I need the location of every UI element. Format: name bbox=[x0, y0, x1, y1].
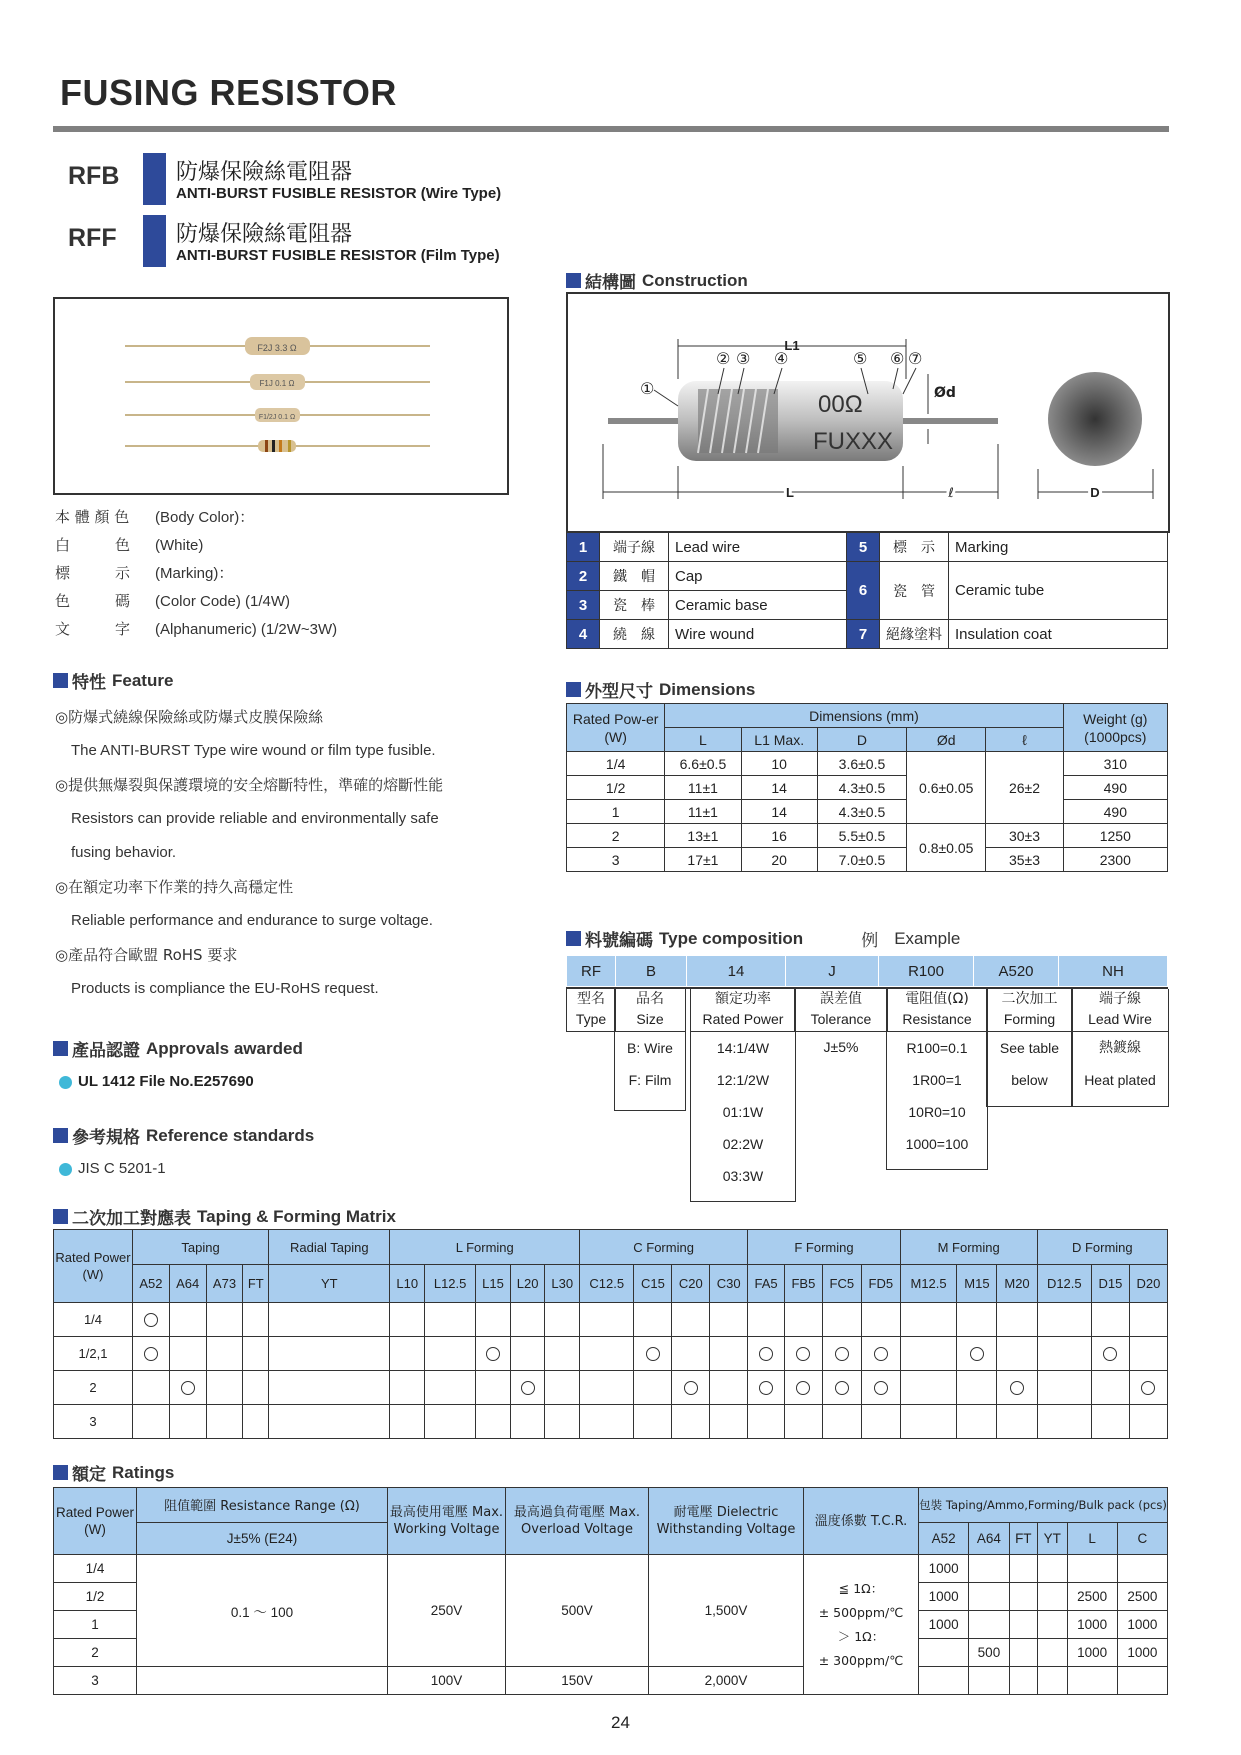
available-circle-icon bbox=[486, 1347, 500, 1361]
matrix-col-header: YT bbox=[269, 1265, 390, 1303]
matrix-cell bbox=[243, 1371, 269, 1405]
construction-heading: 結構圖 Construction bbox=[566, 268, 748, 293]
matrix-cell bbox=[710, 1405, 748, 1439]
type-composition-heading: 料號編碼 Type composition 例 Example bbox=[566, 926, 960, 951]
dim-label: Ød bbox=[934, 385, 956, 401]
photo-label: F1/2J 0.1 Ω bbox=[258, 414, 296, 421]
matrix-group-header: L Forming bbox=[390, 1230, 580, 1265]
series-zh-title: 防爆保險絲電阻器 bbox=[176, 222, 353, 247]
feature-line: Resistors can provide reliable and environmentally safe bbox=[71, 810, 439, 827]
matrix-cell bbox=[748, 1337, 785, 1371]
matrix-cell bbox=[957, 1371, 997, 1405]
matrix-col-header: C15 bbox=[634, 1265, 672, 1303]
matrix-cell bbox=[206, 1337, 243, 1371]
type-label: 額定功率 Rated Power 14:1/4W 12:1/2W 01:1W 02:2W 03:3W bbox=[690, 989, 796, 1202]
body-info-en: (Alphanumeric) (1/2W~3W) bbox=[155, 621, 338, 638]
matrix-col-header: M12.5 bbox=[900, 1265, 957, 1303]
matrix-cell bbox=[206, 1405, 243, 1439]
construction-diagram bbox=[566, 292, 1170, 533]
reference-heading: 參考規格 Reference standards bbox=[53, 1123, 314, 1148]
matrix-cell bbox=[1092, 1337, 1130, 1371]
matrix-col-header: A52 bbox=[133, 1265, 170, 1303]
series-zh-title: 防爆保險絲電阻器 bbox=[176, 160, 353, 185]
matrix-cell bbox=[861, 1337, 900, 1371]
callout: ① bbox=[640, 379, 655, 398]
approvals-heading: 產品認證 Approvals awarded bbox=[53, 1036, 303, 1061]
feature-line: The ANTI-BURST Type wire wound or film type fusible. bbox=[71, 742, 436, 759]
body-info-zh: 標 示 bbox=[55, 564, 131, 582]
matrix-cell bbox=[957, 1303, 997, 1337]
matrix-row-power: 3 bbox=[54, 1405, 133, 1439]
page-title: FUSING RESISTOR bbox=[60, 72, 397, 113]
matrix-cell bbox=[269, 1337, 390, 1371]
matrix-cell bbox=[634, 1337, 672, 1371]
feature-line: ◎產品符合歐盟 RoHS 要求 bbox=[55, 946, 238, 964]
available-circle-icon bbox=[684, 1381, 698, 1395]
matrix-cell bbox=[425, 1303, 476, 1337]
matrix-cell bbox=[672, 1337, 710, 1371]
matrix-cell bbox=[510, 1405, 545, 1439]
matrix-cell bbox=[545, 1303, 580, 1337]
matrix-cell bbox=[1129, 1337, 1167, 1371]
type-label: 二次加工 Forming See table below bbox=[986, 989, 1073, 1107]
matrix-cell bbox=[390, 1303, 425, 1337]
matrix-cell bbox=[580, 1337, 634, 1371]
dim-label: D bbox=[1090, 485, 1100, 500]
matrix-cell bbox=[861, 1371, 900, 1405]
type-label: 誤差值 Tolerance J±5% bbox=[794, 989, 888, 1032]
matrix-cell bbox=[133, 1337, 170, 1371]
available-circle-icon bbox=[1141, 1381, 1155, 1395]
series-code: RFB bbox=[68, 162, 120, 190]
available-circle-icon bbox=[970, 1347, 984, 1361]
body-info-zh: 白 色 bbox=[55, 536, 131, 554]
matrix-cell bbox=[1037, 1337, 1091, 1371]
available-circle-icon bbox=[874, 1347, 888, 1361]
available-circle-icon bbox=[181, 1381, 195, 1395]
bullet-icon bbox=[59, 1076, 72, 1089]
matrix-cell bbox=[672, 1371, 710, 1405]
page-number: 24 bbox=[611, 1713, 630, 1732]
callout: ⑦ bbox=[908, 349, 923, 368]
available-circle-icon bbox=[759, 1381, 773, 1395]
matrix-cell bbox=[169, 1371, 206, 1405]
matrix-cell bbox=[748, 1371, 785, 1405]
callout: ③ bbox=[736, 349, 751, 368]
ratings-table: Rated Power (W) 阻值範圍 Resistance Range (Ω) 最高使用電壓 Max. Working Voltage 最高過負荷電壓 Max. Overload Voltage 耐電壓 Dielectric Withstanding Voltage 溫度係數 T.C.R. 包裝 Taping/Ammo,Forming/Bulk pack (pcs) J±5% (E24) A52 A64 FT YT L C 1/4 0.1 ～ 100 250V 500V 1,500V ≦ 1Ω： ± 500ppm/℃ ＞ 1Ω： ± 300ppm/℃ 1000 1/2 1000 2500 2500 1 1000 1000 1000 2 500 1000 1000 3 100V 150V 2,000V bbox=[53, 1487, 1168, 1695]
matrix-group-header: C Forming bbox=[580, 1230, 748, 1265]
matrix-col-header: FD5 bbox=[861, 1265, 900, 1303]
matrix-cell bbox=[133, 1405, 170, 1439]
bullet-icon bbox=[59, 1163, 72, 1176]
matrix-col-header: FA5 bbox=[748, 1265, 785, 1303]
callout: ⑤ bbox=[853, 349, 868, 368]
matrix-col-header: C30 bbox=[710, 1265, 748, 1303]
series-code: RFF bbox=[68, 224, 117, 252]
matrix-col-header: C12.5 bbox=[580, 1265, 634, 1303]
matrix-cell bbox=[133, 1371, 170, 1405]
resistor-photo-illustration bbox=[55, 299, 507, 493]
matrix-row bbox=[54, 1371, 1168, 1405]
matrix-cell bbox=[206, 1303, 243, 1337]
matrix-cell bbox=[822, 1303, 861, 1337]
body-info-zh: 本 體 顏 色 bbox=[55, 508, 130, 526]
available-circle-icon bbox=[1010, 1381, 1024, 1395]
matrix-col-header: L30 bbox=[545, 1265, 580, 1303]
matrix-cell bbox=[476, 1303, 511, 1337]
matrix-col-header: C20 bbox=[672, 1265, 710, 1303]
type-label: 品名 Size B: Wire F: Film bbox=[614, 989, 686, 1111]
matrix-row-power: 1/2,1 bbox=[54, 1337, 133, 1371]
available-circle-icon bbox=[144, 1313, 158, 1327]
matrix-col-header: D15 bbox=[1092, 1265, 1130, 1303]
available-circle-icon bbox=[759, 1347, 773, 1361]
body-info-en: (Marking)： bbox=[155, 565, 234, 582]
dim-label: L bbox=[786, 485, 794, 500]
feature-line: ◎提供無爆裂與保護環境的安全熔斷特性，準確的熔斷性能 bbox=[55, 776, 444, 794]
matrix-cell bbox=[710, 1371, 748, 1405]
matrix-cell bbox=[545, 1337, 580, 1371]
body-info-en: (White) bbox=[155, 537, 204, 554]
matrix-cell bbox=[390, 1405, 425, 1439]
matrix-cell bbox=[476, 1371, 511, 1405]
matrix-cell bbox=[900, 1405, 957, 1439]
series-bar bbox=[143, 153, 166, 205]
body-info-zh: 文 字 bbox=[55, 620, 131, 638]
marking-text: FUXXX bbox=[813, 428, 894, 455]
matrix-row-power: 2 bbox=[54, 1371, 133, 1405]
matrix-row bbox=[54, 1303, 1168, 1337]
matrix-cell bbox=[997, 1337, 1037, 1371]
matrix-cell bbox=[710, 1303, 748, 1337]
available-circle-icon bbox=[144, 1347, 158, 1361]
matrix-row-power: 1/4 bbox=[54, 1303, 133, 1337]
matrix-cell bbox=[748, 1303, 785, 1337]
matrix-cell bbox=[1092, 1303, 1130, 1337]
matrix-cell bbox=[545, 1371, 580, 1405]
matrix-cell bbox=[510, 1337, 545, 1371]
matrix-group-header: M Forming bbox=[900, 1230, 1037, 1265]
available-circle-icon bbox=[646, 1347, 660, 1361]
matrix-cell bbox=[672, 1405, 710, 1439]
product-photo bbox=[53, 297, 509, 495]
matrix-cell bbox=[900, 1303, 957, 1337]
matrix-cell bbox=[425, 1405, 476, 1439]
matrix-cell bbox=[545, 1405, 580, 1439]
available-circle-icon bbox=[796, 1347, 810, 1361]
forming-matrix-table: Rated Power (W) Taping Radial Taping L Forming C Forming F Forming M Forming D Forming A52 A64 A73 FT YT L10 L12.5 L15 L20 L30 C12.5 C15 C20 C30 FA5 FB5 FC5 FD5 M12.5 M15 M20 D12.5 D15 D20 1/4 1/2,1 2 3 bbox=[53, 1229, 1168, 1439]
feature-line: Products is compliance the EU-RoHS request. bbox=[71, 980, 379, 997]
photo-label: F2J 3.3 Ω bbox=[257, 343, 297, 353]
feature-heading: 特性 Feature bbox=[53, 668, 173, 693]
series-bar bbox=[143, 215, 166, 267]
matrix-cell bbox=[784, 1337, 822, 1371]
callout: ⑥ bbox=[890, 349, 905, 368]
available-circle-icon bbox=[796, 1381, 810, 1395]
matrix-cell bbox=[243, 1405, 269, 1439]
available-circle-icon bbox=[874, 1381, 888, 1395]
matrix-cell bbox=[784, 1303, 822, 1337]
matrix-cell bbox=[997, 1303, 1037, 1337]
matrix-cell bbox=[133, 1303, 170, 1337]
available-circle-icon bbox=[1103, 1347, 1117, 1361]
matrix-cell bbox=[269, 1371, 390, 1405]
matrix-cell bbox=[169, 1337, 206, 1371]
matrix-cell bbox=[900, 1371, 957, 1405]
series-en-title: ANTI-BURST FUSIBLE RESISTOR (Wire Type) bbox=[176, 185, 502, 202]
matrix-cell bbox=[957, 1405, 997, 1439]
photo-label: F1J 0.1 Ω bbox=[259, 379, 295, 388]
matrix-col-header: L12.5 bbox=[425, 1265, 476, 1303]
matrix-cell bbox=[822, 1405, 861, 1439]
type-label: 端子線 Lead Wire 熱鍍線 Heat plated bbox=[1071, 989, 1169, 1107]
matrix-cell bbox=[390, 1337, 425, 1371]
matrix-cell bbox=[957, 1337, 997, 1371]
matrix-col-header: A64 bbox=[169, 1265, 206, 1303]
matrix-row bbox=[54, 1337, 1168, 1371]
matrix-cell bbox=[425, 1371, 476, 1405]
matrix-cell bbox=[822, 1371, 861, 1405]
matrix-cell bbox=[580, 1371, 634, 1405]
matrix-cell bbox=[1092, 1371, 1130, 1405]
available-circle-icon bbox=[835, 1347, 849, 1361]
marking-text: 00Ω bbox=[818, 391, 863, 418]
feature-line: fusing behavior. bbox=[71, 844, 177, 861]
matrix-cell bbox=[710, 1337, 748, 1371]
matrix-cell bbox=[634, 1405, 672, 1439]
matrix-cell bbox=[784, 1405, 822, 1439]
matrix-col-header: FC5 bbox=[822, 1265, 861, 1303]
resistor-cross-section bbox=[568, 294, 1168, 531]
available-circle-icon bbox=[521, 1381, 535, 1395]
body-info-en: (Body Color)： bbox=[155, 509, 255, 526]
matrix-cell bbox=[269, 1405, 390, 1439]
matrix-cell bbox=[169, 1303, 206, 1337]
available-circle-icon bbox=[835, 1381, 849, 1395]
matrix-cell bbox=[269, 1303, 390, 1337]
matrix-cell bbox=[784, 1371, 822, 1405]
dimensions-table: Rated Pow-er (W) Dimensions (mm) Weight (g) (1000pcs) L L1 Max. D Ød ℓ 1/4 6.6±0.5 10 3.6±0.5 0.6±0.05 26±2 310 1/2 11±1 14 4.3±0.5 490 1 11±1 14 4.3±0.5 490 2 13±1 16 5.5±0.5 0.8±0.05 30±3 1250 3 17±1 20 7.0±0.5 35±3 2300 bbox=[566, 703, 1168, 872]
matrix-col-header: L20 bbox=[510, 1265, 545, 1303]
callout: ④ bbox=[774, 349, 789, 368]
matrix-cell bbox=[1129, 1303, 1167, 1337]
reference-item: JIS C 5201-1 bbox=[59, 1160, 166, 1177]
matrix-heading: 二次加工對應表 Taping & Forming Matrix bbox=[53, 1204, 396, 1229]
matrix-cell bbox=[390, 1371, 425, 1405]
series-en-title: ANTI-BURST FUSIBLE RESISTOR (Film Type) bbox=[176, 247, 500, 264]
matrix-group-header: Radial Taping bbox=[269, 1230, 390, 1265]
matrix-cell bbox=[861, 1303, 900, 1337]
matrix-cell bbox=[748, 1405, 785, 1439]
body-info bbox=[55, 506, 337, 646]
matrix-col-header: FT bbox=[243, 1265, 269, 1303]
feature-list bbox=[55, 700, 515, 1006]
matrix-cell bbox=[243, 1337, 269, 1371]
matrix-cell bbox=[1037, 1371, 1091, 1405]
matrix-cell bbox=[580, 1303, 634, 1337]
matrix-cell bbox=[634, 1303, 672, 1337]
matrix-cell bbox=[169, 1405, 206, 1439]
dim-label: ℓ bbox=[948, 486, 954, 501]
feature-line: Reliable performance and endurance to surge voltage. bbox=[71, 912, 433, 929]
matrix-cell bbox=[822, 1337, 861, 1371]
approval-item: UL 1412 File No.E257690 bbox=[59, 1073, 254, 1090]
dimensions-heading: 外型尺寸 Dimensions bbox=[566, 677, 755, 702]
matrix-group-header: F Forming bbox=[748, 1230, 901, 1265]
type-codes-row: RF B 14 J R100 A520 NH bbox=[566, 955, 1168, 987]
matrix-cell bbox=[1092, 1405, 1130, 1439]
feature-line: ◎在額定功率下作業的持久高穩定性 bbox=[55, 878, 294, 896]
matrix-row bbox=[54, 1405, 1168, 1439]
ratings-heading: 額定 Ratings bbox=[53, 1460, 174, 1485]
matrix-cell bbox=[476, 1405, 511, 1439]
matrix-cell bbox=[476, 1337, 511, 1371]
matrix-cell bbox=[206, 1371, 243, 1405]
matrix-cell bbox=[1037, 1303, 1091, 1337]
matrix-col-header: FB5 bbox=[784, 1265, 822, 1303]
matrix-cell bbox=[997, 1405, 1037, 1439]
matrix-cell bbox=[580, 1405, 634, 1439]
matrix-cell bbox=[425, 1337, 476, 1371]
matrix-cell bbox=[1037, 1405, 1091, 1439]
matrix-col-header: A73 bbox=[206, 1265, 243, 1303]
body-info-en: (Color Code) (1/4W) bbox=[155, 593, 291, 610]
matrix-cell bbox=[510, 1303, 545, 1337]
matrix-col-header: D20 bbox=[1129, 1265, 1167, 1303]
matrix-col-header: D12.5 bbox=[1037, 1265, 1091, 1303]
title-rule bbox=[53, 126, 1169, 132]
callout: ② bbox=[716, 349, 731, 368]
matrix-col-header: L10 bbox=[390, 1265, 425, 1303]
matrix-col-header: M15 bbox=[957, 1265, 997, 1303]
matrix-cell bbox=[672, 1303, 710, 1337]
matrix-cell bbox=[510, 1371, 545, 1405]
matrix-cell bbox=[1129, 1405, 1167, 1439]
matrix-cell bbox=[634, 1371, 672, 1405]
dim-label: L1 bbox=[784, 338, 800, 353]
feature-line: ◎防爆式繞線保險絲或防爆式皮膜保險絲 bbox=[55, 708, 324, 726]
matrix-col-header: L15 bbox=[476, 1265, 511, 1303]
matrix-group-header: D Forming bbox=[1037, 1230, 1167, 1265]
matrix-cell bbox=[900, 1337, 957, 1371]
matrix-cell bbox=[1129, 1371, 1167, 1405]
construction-parts-table: 1 端子線 Lead wire 5 標 示 Marking 2 鐵 帽 Cap 6 瓷 管 Ceramic tube 3 瓷 棒 Ceramic base 4 繞 線 Wire wound 7 絕緣塗料 Insulation coat bbox=[566, 532, 1168, 649]
matrix-group-header: Taping bbox=[133, 1230, 269, 1265]
matrix-col-header: M20 bbox=[997, 1265, 1037, 1303]
body-info-zh: 色 碼 bbox=[55, 592, 131, 610]
matrix-cell bbox=[997, 1371, 1037, 1405]
matrix-cell bbox=[243, 1303, 269, 1337]
type-label: 型名 Type bbox=[566, 989, 616, 1032]
type-label: 電阻值(Ω) Resistance R100=0.1 1R00=1 10R0=10 1000=100 bbox=[886, 989, 988, 1170]
matrix-cell bbox=[861, 1405, 900, 1439]
